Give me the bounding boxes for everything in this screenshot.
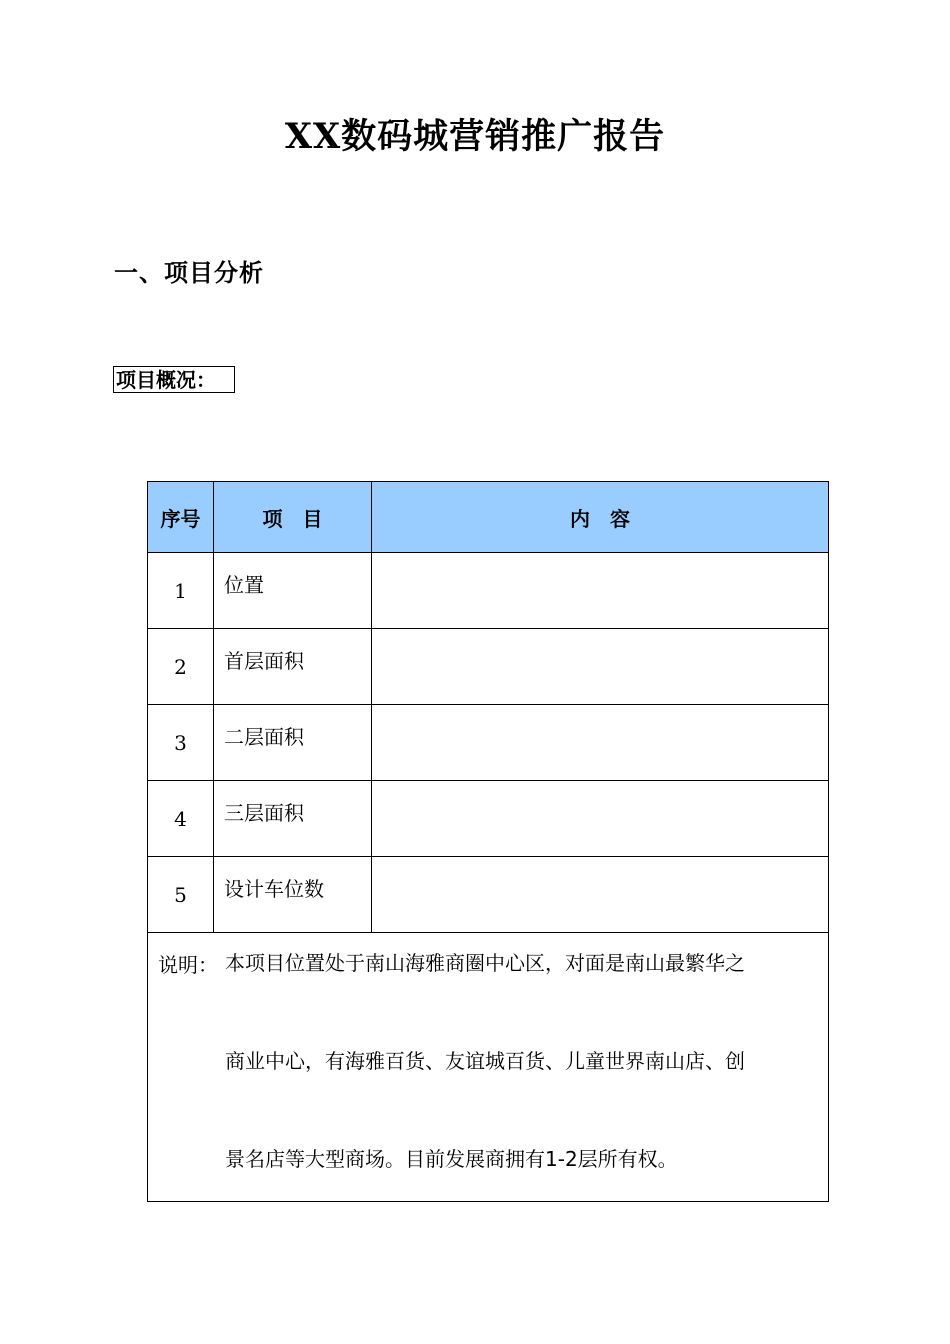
table-row (148, 857, 829, 933)
row-item: 设计车位数 (214, 857, 372, 933)
row-content (372, 553, 829, 629)
table-row (148, 705, 829, 781)
row-index: 1 (148, 553, 214, 629)
table-row (148, 781, 829, 857)
section-heading: 一、项目分析 (114, 259, 264, 287)
sub-heading-project-overview: 项目概况： (113, 366, 235, 393)
row-content (372, 781, 829, 857)
row-content (372, 857, 829, 933)
project-overview-table (147, 481, 829, 1202)
note-line: 本项目位置处于南山海雅商圈中心区，对面是南山最繁华之 (225, 951, 745, 975)
row-item: 首层面积 (214, 629, 372, 705)
header-content: 内 容 (372, 482, 829, 553)
note-text (225, 949, 825, 1173)
header-item: 项 目 (214, 482, 372, 553)
note-row (148, 933, 829, 1202)
note-label: 说明： (158, 953, 218, 977)
header-index: 序号 (148, 482, 214, 553)
note-line: 商业中心，有海雅百货、友谊城百货、儿童世界南山店、创 (225, 1049, 745, 1073)
row-item: 位置 (214, 553, 372, 629)
row-index: 3 (148, 705, 214, 781)
row-content (372, 629, 829, 705)
table-row (148, 629, 829, 705)
note-line: 景名店等大型商场。目前发展商拥有1-2层所有权。 (225, 1147, 678, 1171)
row-index: 4 (148, 781, 214, 857)
document-title: XX数码城营销推广报告 (284, 116, 666, 157)
row-item: 三层面积 (214, 781, 372, 857)
table-header-row (148, 482, 829, 553)
row-index: 5 (148, 857, 214, 933)
table-row (148, 553, 829, 629)
row-item: 二层面积 (214, 705, 372, 781)
row-index: 2 (148, 629, 214, 705)
note-cell (148, 933, 829, 1202)
row-content (372, 705, 829, 781)
